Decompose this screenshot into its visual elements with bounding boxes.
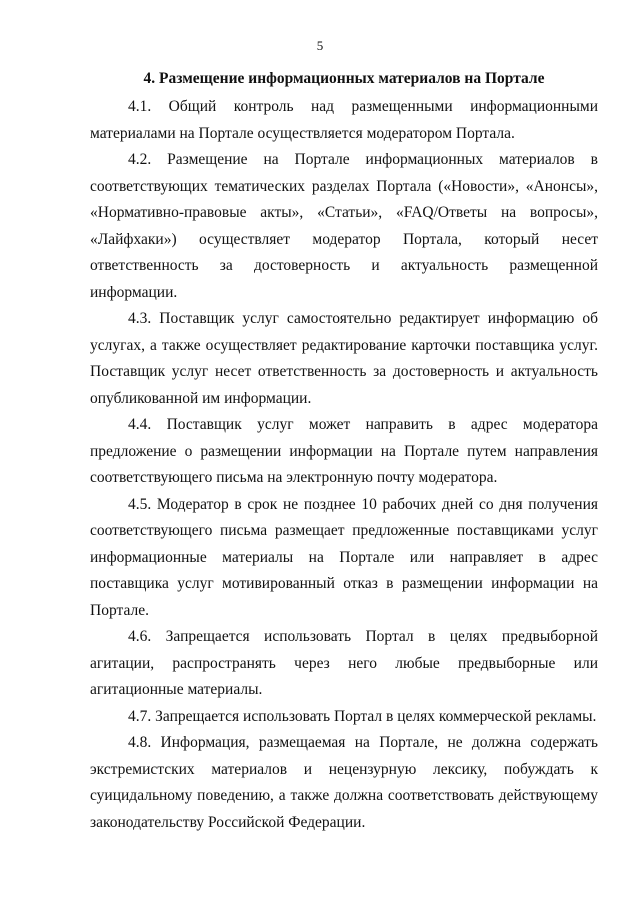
page-number: 5 [316, 38, 324, 53]
paragraph-4-5: 4.5. Модератор в срок не позднее 10 рабочих дней со дня получения соответствующего письма размещает предложенные поставщиками услуг информационные материалы на Портале или направляет в адрес поставщика услуг мотивированный отказ в размещении информации на Портале. [90, 495, 598, 619]
paragraph-4-7: 4.7. Запрещается использовать Портал в целях коммерческой рекламы. [128, 707, 597, 725]
paragraph-4-6: 4.6. Запрещается использовать Портал в целях предвыборной агитации, распространять через него любые предвыборные или агитационные материалы. [90, 628, 598, 698]
paragraph-4-4: 4.4. Поставщик услуг может направить в адрес модератора предложение о размещении информации на Портале путем направления соответствующего письма на электронную почту модератора. [90, 416, 598, 486]
paragraph-4-3: 4.3. Поставщик услуг самостоятельно редактирует информацию об услугах, а также осуществляет редактирование карточки поставщика услуг. Поставщик услуг несет ответственность за достоверность и актуальность опубликованной им информации. [90, 310, 598, 407]
paragraph-4-8: 4.8. Информация, размещаемая на Портале, не должна содержать экстремистских материалов и нецензурную лексику, побуждать к суицидальному поведению, а также должна соответствовать действующему законодательству Российской Федерации. [90, 734, 598, 831]
paragraph-4-1: 4.1. Общий контроль над размещенными информационными материалами на Портале осуществляется модератором Портала. [90, 98, 598, 142]
paragraph-4-2: 4.2. Размещение на Портале информационных материалов в соответствующих тематических разделах Портала («Новости», «Анонсы», «Нормативно-правовые акты», «Статьи», «FAQ/Ответы на вопросы», «Лайфхаки») осуществляет модератор Портала, который несет ответственность за достоверность и актуальность размещенной информации. [90, 151, 598, 301]
section-content [90, 68, 598, 836]
section-heading: 4. Размещение информационных материалов на Портале [143, 70, 545, 87]
